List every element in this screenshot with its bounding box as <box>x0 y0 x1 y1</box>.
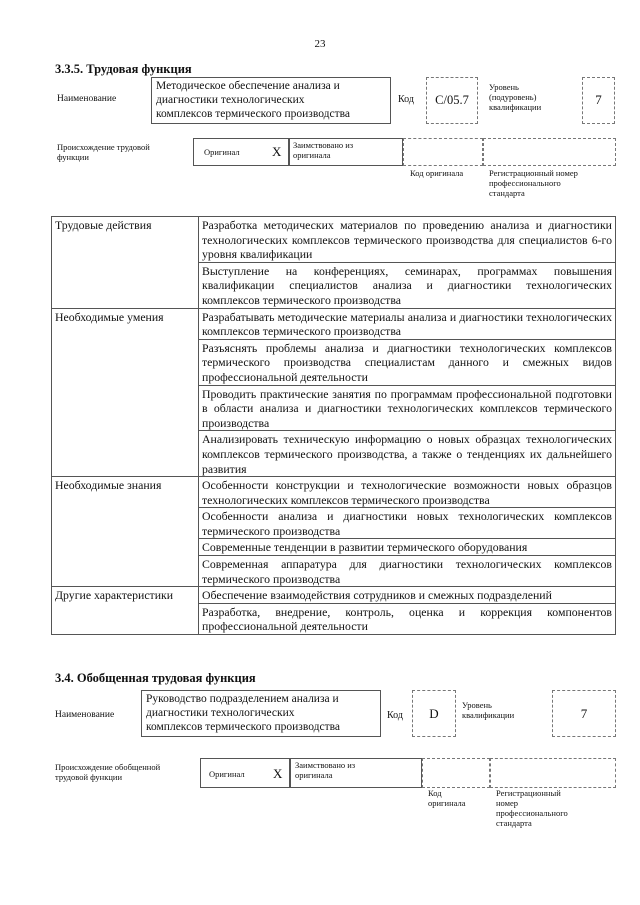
original-mark: X <box>272 144 282 159</box>
code-value-2: D <box>412 690 456 737</box>
reg-num-cell <box>483 138 616 166</box>
origin-label: Происхождение трудовой функции <box>57 142 150 162</box>
level-value: 7 <box>582 77 615 124</box>
skills-label: Необходимые умения <box>52 308 199 477</box>
code-label: Код <box>398 94 414 105</box>
page-number: 23 <box>314 38 326 50</box>
borrowed-cell-2: Заимствовано из оригинала <box>290 758 422 788</box>
code-value: С/05.7 <box>426 77 478 124</box>
original-cell: Оригинал X <box>193 138 289 166</box>
other-label: Другие характеристики <box>52 587 199 635</box>
name-label: Наименование <box>57 94 117 104</box>
labor-function-table <box>51 216 616 635</box>
action-item: Разработка методических материалов по проведению анализа и диагностики технологических комплексов термического производства для специалистов 6-го уровня квалификации <box>199 217 616 263</box>
action-item: Выступление на конференциях, семинарах, программах повышения квалификации специалистов анализа и диагностики технологических комплексов термического производства <box>199 262 616 308</box>
origin-label-2: Происхождение обобщенной трудовой функции <box>55 762 161 782</box>
code-label-2: Код <box>387 710 403 721</box>
original-cell-2: Оригинал X <box>200 758 290 788</box>
name-label-2: Наименование <box>55 710 115 720</box>
orig-code-cell <box>403 138 483 166</box>
orig-code-label: Код оригинала <box>410 168 464 178</box>
function-name-box: Методическое обеспечение анализа и диагностики технологических комплексов термического производства <box>151 77 391 124</box>
table-row <box>52 308 616 339</box>
level-label-2: Уровень квалификации <box>462 700 515 720</box>
level-value-2: 7 <box>552 690 616 737</box>
skill-item: Разъяснять проблемы анализа и диагностики технологических комплексов термического производства специалистам данного и смежных видов профессиональной деятельности <box>199 339 616 385</box>
other-item: Разработка, внедрение, контроль, оценка и коррекция компонентов профессиональной деятельности <box>199 603 616 634</box>
skill-item: Разрабатывать методические материалы анализа и диагностики технологических комплексов термического производства <box>199 308 616 339</box>
actions-label: Трудовые действия <box>52 217 199 309</box>
table-row <box>52 477 616 508</box>
knowledge-item: Современная аппаратура для диагностики технологических комплексов термического производства <box>199 556 616 587</box>
knowledge-label: Необходимые знания <box>52 477 199 587</box>
table-row <box>52 587 616 604</box>
orig-code-cell-2 <box>422 758 490 788</box>
other-item: Обеспечение взаимодействия сотрудников и смежных подразделений <box>199 587 616 604</box>
borrowed-cell: Заимствовано из оригинала <box>289 138 403 166</box>
orig-code-label-2: Код оригинала <box>428 788 466 808</box>
reg-num-label: Регистрационный номер профессионального стандарта <box>489 168 578 198</box>
level-label: Уровень (подуровень) квалификации <box>489 82 542 112</box>
reg-num-label-2: Регистрационный номер профессионального стандарта <box>496 788 568 828</box>
skill-item: Анализировать техническую информацию о новых образцах технологических комплексов термического производства, а также о тенденциях их дальнейшего развития <box>199 431 616 477</box>
section-title-3-3-5: 3.3.5. Трудовая функция <box>55 62 192 76</box>
original-mark-2: X <box>273 766 283 781</box>
knowledge-item: Особенности анализа и диагностики новых технологических комплексов термического производства <box>199 508 616 539</box>
skill-item: Проводить практические занятия по программам профессиональной подготовки в области анализа и диагностики технологических комплексов термического производства <box>199 385 616 431</box>
reg-num-cell-2 <box>490 758 616 788</box>
knowledge-item: Современные тенденции в развитии термического оборудования <box>199 539 616 556</box>
section-title-3-4: 3.4. Обобщенная трудовая функция <box>55 671 256 685</box>
generalized-function-name-box: Руководство подразделением анализа и диагностики технологических комплексов термического производства <box>141 690 381 737</box>
table-row <box>52 217 616 263</box>
knowledge-item: Особенности конструкции и технологические возможности новых образцов технологических комплексов термического производства <box>199 477 616 508</box>
